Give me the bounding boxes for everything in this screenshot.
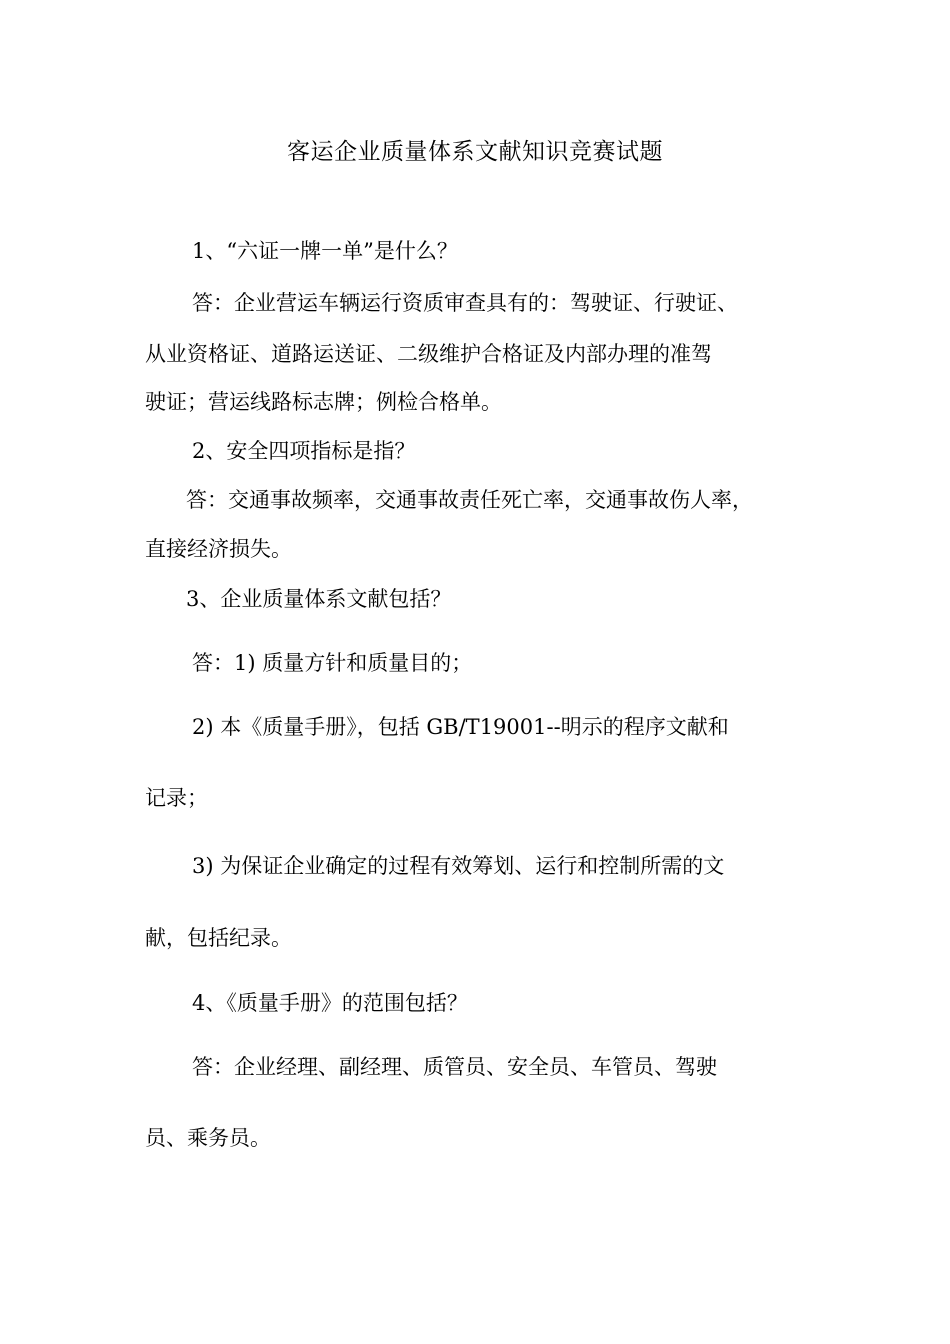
answer-3-item-2-cont: 记录；	[145, 786, 208, 810]
answer-4-line-2: 员、乘务员。	[145, 1126, 271, 1150]
answer-3-item-3-cont: 献，包括纪录。	[145, 926, 292, 950]
question-4: 4、《质量手册》的范围包括？	[192, 991, 468, 1015]
answer-2-line-1: 答：交通事故频率，交通事故责任死亡率，交通事故伤人率，	[186, 488, 753, 512]
answer-3-item-2: 2) 本《质量手册》，包括 GB/T19001--明示的程序文献和	[192, 715, 729, 739]
answer-3-item-1: 答：1) 质量方针和质量目的；	[192, 651, 473, 675]
document-title: 客运企业质量体系文献知识竞赛试题	[287, 139, 663, 165]
question-2: 2、安全四项指标是指？	[192, 439, 416, 463]
answer-1-line-2: 从业资格证、道路运送证、二级维护合格证及内部办理的准驾	[145, 342, 712, 366]
question-1: 1、“六证一牌一单”是什么？	[192, 239, 458, 263]
answer-1-line-3: 驶证；营运线路标志牌；例检合格单。	[145, 390, 502, 414]
answer-1-line-1: 答：企业营运车辆运行资质审查具有的：驾驶证、行驶证、	[192, 291, 738, 315]
answer-2-line-2: 直接经济损失。	[145, 537, 292, 561]
answer-4-line-1: 答：企业经理、副经理、质管员、安全员、车管员、驾驶	[192, 1055, 717, 1079]
answer-3-item-3: 3) 为保证企业确定的过程有效筹划、运行和控制所需的文	[192, 854, 725, 878]
question-3: 3、企业质量体系文献包括？	[186, 587, 452, 611]
